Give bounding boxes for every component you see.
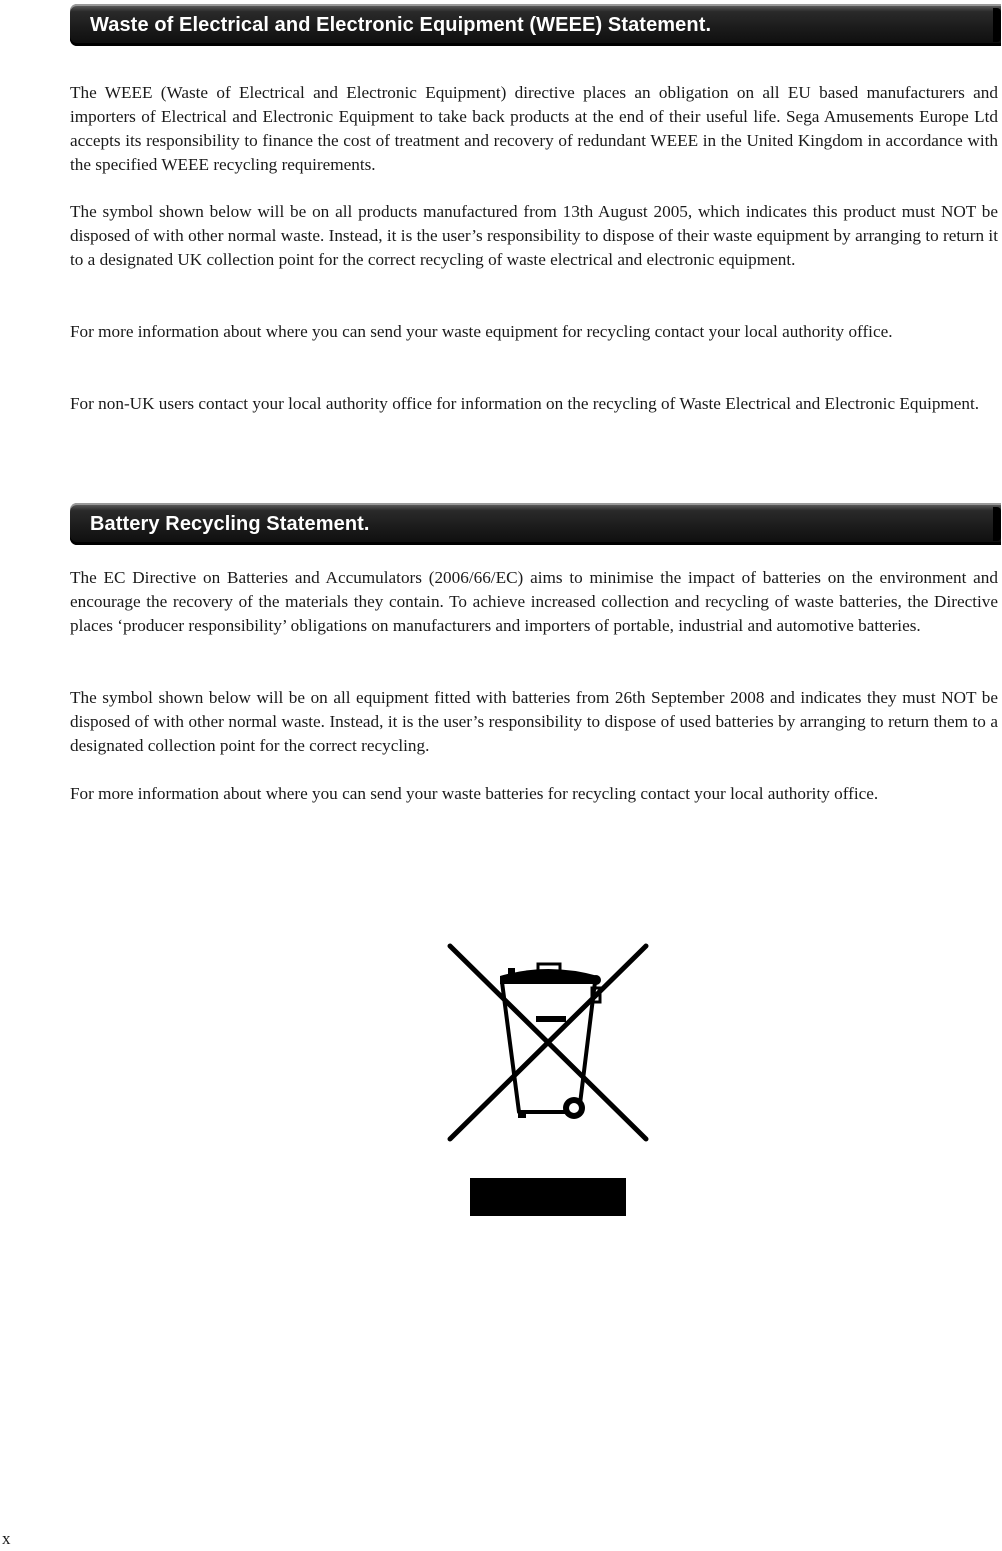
weee-symbol-underbar xyxy=(470,1178,626,1216)
crossed-out-wheelie-bin-icon xyxy=(444,940,654,1145)
weee-heading: Waste of Electrical and Electronic Equipment (WEEE) Statement. xyxy=(90,14,712,36)
weee-section-header xyxy=(70,4,1001,46)
battery-paragraph-1: The EC Directive on Batteries and Accumulators (2006/66/EC) aims to minimise the impact of batteries on the environment and encourage the recovery of the materials they contain. To achieve increased collection and recycling of waste batteries, the Directive places ‘producer responsibility’ obligations on manufacturers and importers of portable, industrial and automotive batteries. xyxy=(70,568,998,635)
weee-paragraph-1: The WEEE (Waste of Electrical and Electronic Equipment) directive places an obligation on all EU based manufacturers and importers of Electrical and Electronic Equipment to take back products at the end of their useful life. Sega Amusements Europe Ltd accepts its responsibility to finance the cost of treatment and recovery of redundant WEEE in the United Kingdom in accordance with the specified WEEE recycling requirements. xyxy=(70,83,998,174)
header-end-cap xyxy=(993,8,1001,42)
weee-paragraph-2: The symbol shown below will be on all products manufactured from 13th August 2005, which indicates this product must NOT be disposed of with other normal waste. Instead, it is the user’s responsibility to dispose of their waste equipment by arranging to return it to a designated UK collection point for the correct recycling of waste electrical and electronic equipment. xyxy=(70,202,998,269)
weee-paragraph-4: For non-UK users contact your local authority office for information on the recycling of Waste Electrical and Electronic Equipment. xyxy=(70,394,980,413)
battery-paragraph-3: For more information about where you can send your waste batteries for recycling contact your local authority office. xyxy=(70,784,879,803)
battery-paragraph-2: The symbol shown below will be on all equipment fitted with batteries from 26th September 2008 and indicates they must NOT be disposed of with other normal waste. Instead, it is the user’s responsibility to dispose of used batteries by arranging to return them to a designated collection point for the correct recycling. xyxy=(70,688,998,755)
battery-heading: Battery Recycling Statement. xyxy=(90,513,370,535)
weee-paragraph-3: For more information about where you can send your waste equipment for recycling contact your local authority office. xyxy=(70,322,893,341)
page-number: x xyxy=(2,1529,11,1548)
battery-section-header xyxy=(70,503,1001,545)
header-end-cap xyxy=(993,507,1001,541)
